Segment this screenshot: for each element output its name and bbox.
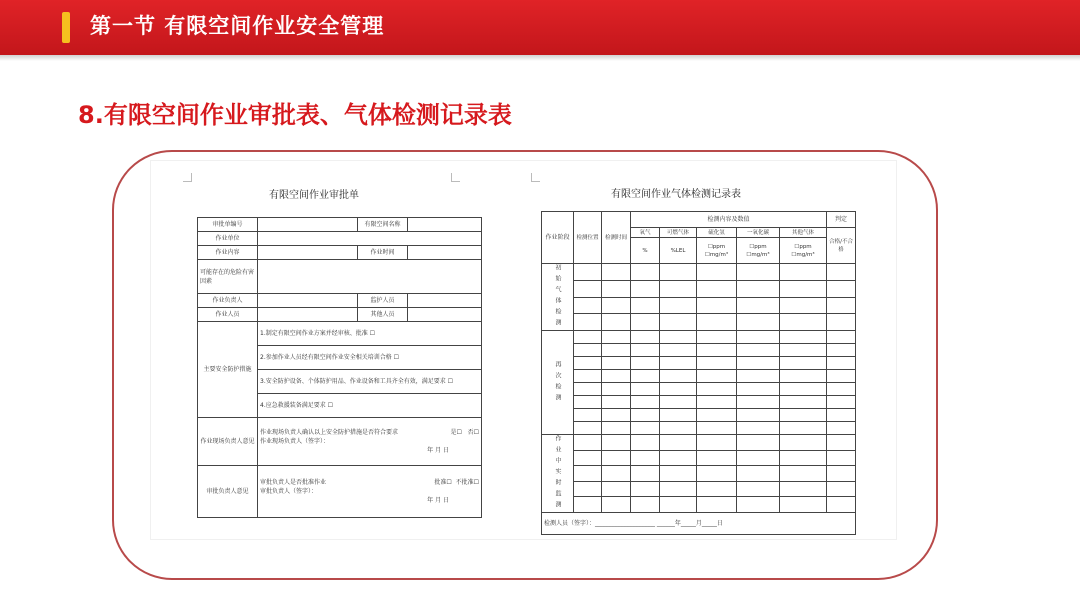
- gas-cell: [631, 481, 660, 497]
- gas-cell: [697, 297, 737, 314]
- approval-form-table: [197, 217, 482, 518]
- approver-cell: [258, 466, 482, 518]
- gas-cell: [574, 314, 602, 331]
- others-label: 其他人员: [358, 308, 408, 322]
- gas-cell: [631, 450, 660, 466]
- site-yes: 是☐: [450, 429, 462, 436]
- workers-value: [258, 308, 358, 322]
- measure-3: 3.安全防护设备、个体防护用品、作业设备和工具齐全有效，满足要求 ☐: [258, 370, 482, 394]
- gas-cell: [697, 396, 737, 409]
- stage-label: 初始气体检测: [542, 264, 574, 331]
- gas-cell: [827, 344, 856, 357]
- gas-cell: [602, 481, 631, 497]
- guardian-label: 监护人员: [358, 294, 408, 308]
- gas-cell: [697, 481, 737, 497]
- gas-row: [542, 481, 856, 497]
- gas-cell: [737, 422, 780, 435]
- gas-cell: [827, 280, 856, 297]
- work-unit-value: [258, 232, 482, 246]
- gas-cell: [631, 409, 660, 422]
- gas-cell: [602, 357, 631, 370]
- gas-cell: [737, 344, 780, 357]
- gas-cell: [697, 435, 737, 451]
- gas-cell: [737, 481, 780, 497]
- gas-cell: [574, 383, 602, 396]
- approve-yes: 批准☐: [434, 479, 452, 486]
- gas-row: [542, 264, 856, 281]
- crop-mark: [531, 173, 540, 182]
- gas-cell: [827, 450, 856, 466]
- crop-mark: [183, 173, 192, 182]
- gas-cell: [827, 466, 856, 482]
- unit-other: ☐ppm ☐mg/m³: [780, 238, 827, 264]
- gas-cell: [602, 314, 631, 331]
- gas-cell: [780, 396, 827, 409]
- gas-cell: [827, 497, 856, 513]
- gas-cell: [574, 357, 602, 370]
- gas-cell: [574, 435, 602, 451]
- gas-cell: [602, 297, 631, 314]
- measure-2: 2.参加作业人员经有限空间作业安全相关培训合格 ☐: [258, 346, 482, 370]
- work-time-value: [408, 246, 482, 260]
- gas-cell: [827, 370, 856, 383]
- gas-cell: [780, 435, 827, 451]
- approver-date: 年 月 日: [427, 497, 449, 504]
- gas-cell: [697, 264, 737, 281]
- space-name-label: 有限空间名称: [358, 218, 408, 232]
- work-content-label: 作业内容: [198, 246, 258, 260]
- gas-cell: [660, 264, 697, 281]
- gas-cell: [602, 422, 631, 435]
- gas-row: [542, 370, 856, 383]
- gas-cell: [574, 481, 602, 497]
- gas-cell: [574, 264, 602, 281]
- hazards-label: 可能存在的危险有害因素: [198, 260, 258, 294]
- stage-label: 再次检测: [542, 331, 574, 435]
- unit-h2s: ☐ppm ☐mg/m³: [697, 238, 737, 264]
- gas-cell: [631, 314, 660, 331]
- site-no: 否☐: [467, 429, 479, 436]
- gas-cell: [602, 344, 631, 357]
- document-scan: [150, 160, 897, 540]
- approve-question: 审批负责人是否批准作业: [260, 479, 327, 486]
- approve-no: 不批准☐: [455, 479, 479, 486]
- gas-cell: [660, 344, 697, 357]
- gas-cell: [631, 357, 660, 370]
- judge-options: 合格/不合格: [827, 228, 856, 264]
- gas-cell: [631, 264, 660, 281]
- gas-row: [542, 435, 856, 451]
- gas-cell: [780, 264, 827, 281]
- site-sign: 作业现场负责人（签字）：: [260, 438, 330, 445]
- gas-footer-row: [542, 513, 856, 535]
- gas-cell: [827, 396, 856, 409]
- gas-cell: [697, 331, 737, 344]
- unit-oxygen: %: [631, 238, 660, 264]
- gas-cell: [660, 435, 697, 451]
- gas-row: [542, 297, 856, 314]
- gas-cell: [780, 370, 827, 383]
- gas-cell: [827, 383, 856, 396]
- approver-sign: 审批负责人（签字）：: [260, 488, 318, 495]
- gas-row: [542, 331, 856, 344]
- gas-row: [542, 314, 856, 331]
- gas-cell: [780, 357, 827, 370]
- others-value: [408, 308, 482, 322]
- gas-cell: [697, 370, 737, 383]
- gas-row: [542, 280, 856, 297]
- gas-cell: [574, 297, 602, 314]
- gas-cell: [602, 409, 631, 422]
- person-in-charge-value: [258, 294, 358, 308]
- gas-cell: [602, 497, 631, 513]
- header-title: 第一节 有限空间作业安全管理: [90, 14, 385, 38]
- gas-cell: [631, 497, 660, 513]
- header-shadow: [0, 55, 1080, 61]
- gas-cell: [660, 481, 697, 497]
- approval-no-value: [258, 218, 358, 232]
- gas-cell: [631, 396, 660, 409]
- gas-row: [542, 422, 856, 435]
- gas-cell: [660, 396, 697, 409]
- gas-cell: [827, 297, 856, 314]
- gas-footer: 检测人员（签字）：____________________ ______年_____月_____日: [542, 513, 856, 535]
- gas-cell: [780, 409, 827, 422]
- gas-cell: [602, 450, 631, 466]
- gas-cell: [697, 357, 737, 370]
- gas-cell: [631, 435, 660, 451]
- gas-cell: [660, 450, 697, 466]
- gas-cell: [737, 409, 780, 422]
- gas-cell: [737, 280, 780, 297]
- col-stage-header: 作业阶段: [542, 212, 574, 264]
- gas-cell: [631, 331, 660, 344]
- gas-cell: [737, 331, 780, 344]
- gas-cell: [737, 450, 780, 466]
- gas-cell: [697, 409, 737, 422]
- work-unit-label: 作业单位: [198, 232, 258, 246]
- gas-cell: [737, 357, 780, 370]
- gas-cell: [602, 396, 631, 409]
- gas-cell: [737, 435, 780, 451]
- sub-h2s: 硫化氢: [697, 228, 737, 238]
- gas-cell: [827, 331, 856, 344]
- gas-cell: [737, 264, 780, 281]
- col-time-header: 检测时间: [602, 212, 631, 264]
- gas-cell: [574, 280, 602, 297]
- gas-cell: [737, 396, 780, 409]
- gas-cell: [660, 383, 697, 396]
- work-time-label: 作业时间: [358, 246, 408, 260]
- gas-cell: [602, 383, 631, 396]
- approval-form-title: 有限空间作业审批单: [269, 190, 359, 201]
- gas-form-title: 有限空间作业气体检测记录表: [611, 189, 741, 200]
- approver-label: 审批负责人意见: [198, 466, 258, 518]
- measure-1: 1.制定有限空间作业方案并经审核、批准 ☐: [258, 322, 482, 346]
- unit-flammable: %LEL: [660, 238, 697, 264]
- sub-oxygen: 氧气: [631, 228, 660, 238]
- gas-cell: [737, 314, 780, 331]
- approval-no-label: 审批单编号: [198, 218, 258, 232]
- gas-cell: [780, 344, 827, 357]
- gas-cell: [602, 435, 631, 451]
- gas-cell: [602, 264, 631, 281]
- site-opinion-label: 作业现场负责人意见: [198, 418, 258, 466]
- gas-cell: [780, 481, 827, 497]
- gas-cell: [631, 466, 660, 482]
- gas-cell: [737, 297, 780, 314]
- gas-cell: [827, 435, 856, 451]
- gas-row: [542, 466, 856, 482]
- gas-cell: [574, 450, 602, 466]
- stage-label: 作业中实时监测: [542, 435, 574, 513]
- guardian-value: [408, 294, 482, 308]
- gas-cell: [574, 422, 602, 435]
- gas-cell: [827, 264, 856, 281]
- space-name-value: [408, 218, 482, 232]
- gas-cell: [602, 370, 631, 383]
- gas-cell: [697, 314, 737, 331]
- gas-cell: [827, 481, 856, 497]
- sub-flammable: 可燃气体: [660, 228, 697, 238]
- gas-cell: [780, 422, 827, 435]
- unit-co: ☐ppm ☐mg/m³: [737, 238, 780, 264]
- gas-cell: [631, 383, 660, 396]
- gas-cell: [827, 314, 856, 331]
- header-accent-mark: [62, 12, 70, 43]
- gas-cell: [660, 409, 697, 422]
- person-in-charge-label: 作业负责人: [198, 294, 258, 308]
- gas-cell: [660, 466, 697, 482]
- workers-label: 作业人员: [198, 308, 258, 322]
- gas-cell: [697, 450, 737, 466]
- crop-mark: [451, 173, 460, 182]
- gas-cell: [602, 331, 631, 344]
- gas-cell: [660, 370, 697, 383]
- gas-cell: [660, 297, 697, 314]
- gas-cell: [574, 409, 602, 422]
- gas-row: [542, 396, 856, 409]
- col-location-header: 检测位置: [574, 212, 602, 264]
- gas-cell: [697, 344, 737, 357]
- gas-cell: [780, 383, 827, 396]
- gas-cell: [574, 497, 602, 513]
- gas-cell: [602, 280, 631, 297]
- gas-cell: [780, 280, 827, 297]
- gas-cell: [827, 422, 856, 435]
- gas-cell: [631, 422, 660, 435]
- gas-row: [542, 344, 856, 357]
- gas-cell: [574, 466, 602, 482]
- gas-cell: [737, 370, 780, 383]
- gas-cell: [780, 331, 827, 344]
- gas-cell: [660, 497, 697, 513]
- gas-cell: [697, 422, 737, 435]
- gas-cell: [574, 370, 602, 383]
- gas-row: [542, 409, 856, 422]
- header-bar: [0, 0, 1080, 55]
- gas-cell: [602, 466, 631, 482]
- gas-cell: [660, 331, 697, 344]
- site-yes-no: [450, 428, 479, 437]
- gas-cell: [631, 280, 660, 297]
- gas-cell: [574, 396, 602, 409]
- col-judge-header: 判定: [827, 212, 856, 228]
- gas-cell: [780, 314, 827, 331]
- gas-cell: [574, 344, 602, 357]
- gas-form-table: [541, 211, 856, 535]
- gas-cell: [827, 357, 856, 370]
- gas-row: [542, 450, 856, 466]
- gas-row: [542, 357, 856, 370]
- approve-options: [434, 478, 479, 487]
- gas-cell: [697, 383, 737, 396]
- gas-cell: [574, 331, 602, 344]
- safety-measures-label: 主要安全防护措施: [198, 322, 258, 418]
- site-opinion-cell: [258, 418, 482, 466]
- gas-cell: [737, 466, 780, 482]
- gas-cell: [631, 370, 660, 383]
- gas-cell: [660, 280, 697, 297]
- gas-cell: [780, 297, 827, 314]
- gas-cell: [697, 280, 737, 297]
- gas-cell: [631, 344, 660, 357]
- gas-cell: [660, 422, 697, 435]
- gas-cell: [827, 409, 856, 422]
- gas-cell: [697, 466, 737, 482]
- gas-row: [542, 497, 856, 513]
- gas-cell: [697, 497, 737, 513]
- gas-cell: [780, 450, 827, 466]
- col-content-header: 检测内容及数值: [631, 212, 827, 228]
- gas-cell: [631, 297, 660, 314]
- measure-4: 4.应急救援装备满足要求 ☐: [258, 394, 482, 418]
- gas-cell: [660, 314, 697, 331]
- site-opinion-text: 作业现场负责人确认以上安全防护措施是否符合要求: [260, 429, 399, 436]
- gas-row: [542, 383, 856, 396]
- gas-cell: [780, 497, 827, 513]
- work-content-value: [258, 246, 358, 260]
- gas-cell: [780, 466, 827, 482]
- sub-co: 一氧化碳: [737, 228, 780, 238]
- sub-other: 其他气体: [780, 228, 827, 238]
- section-title: 8.有限空间作业审批表、气体检测记录表: [78, 101, 512, 129]
- hazards-value: [258, 260, 482, 294]
- gas-cell: [737, 383, 780, 396]
- gas-cell: [737, 497, 780, 513]
- gas-cell: [660, 357, 697, 370]
- site-date: 年 月 日: [427, 447, 449, 454]
